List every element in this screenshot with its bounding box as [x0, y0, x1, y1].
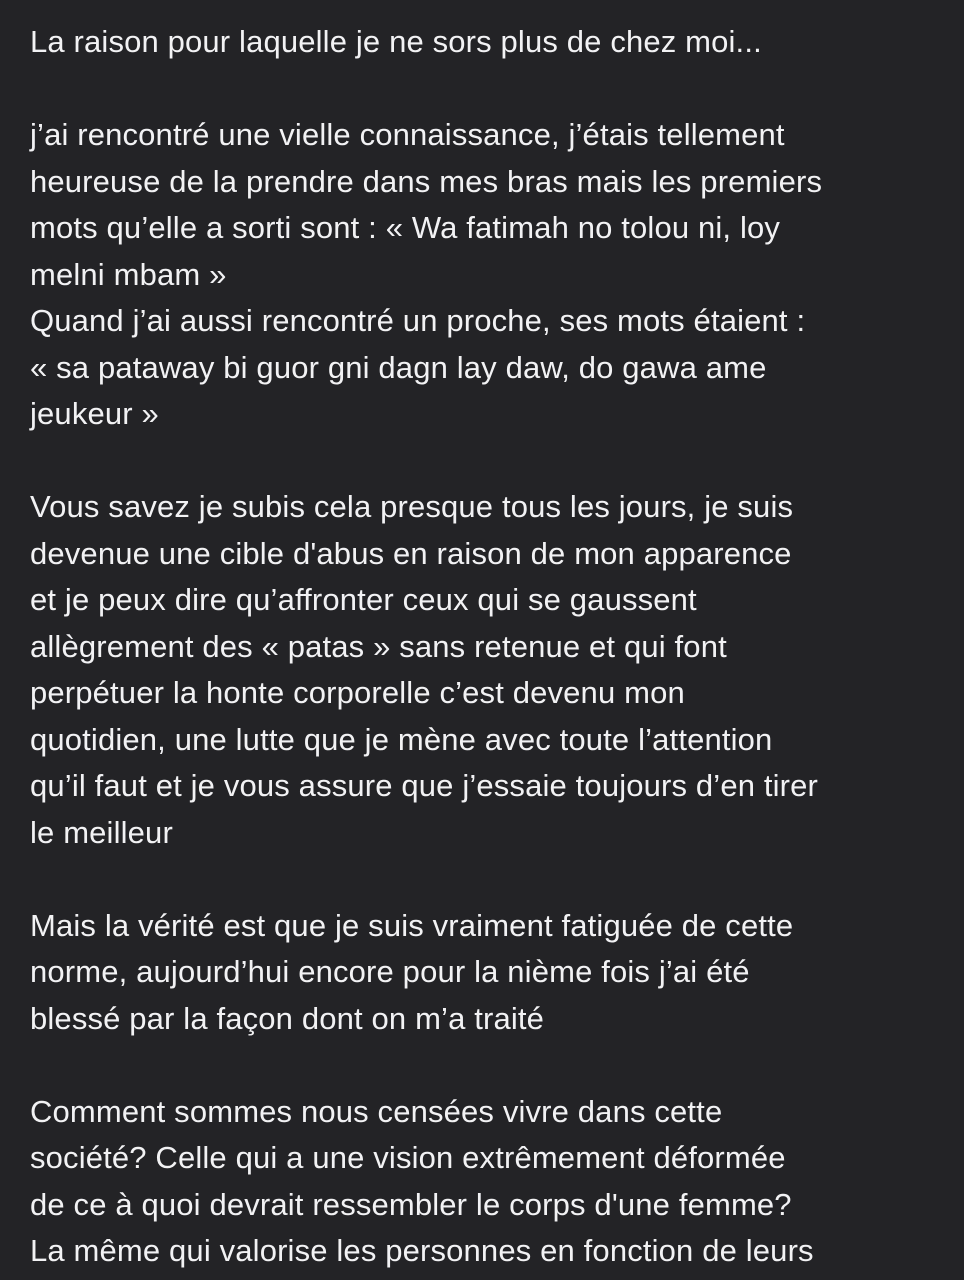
text-line: de ce à quoi devrait ressembler le corps d'une femme?: [30, 1186, 792, 1222]
text-line: blessé par la façon dont on m’a traité: [30, 1000, 545, 1036]
text-line: Vous savez je subis cela presque tous les jours, je suis: [30, 489, 794, 524]
paragraph-spacer: [30, 438, 934, 485]
text-line: quotidien, une lutte que je mène avec toute l’attention: [30, 721, 773, 757]
paragraph-spacer: [30, 66, 934, 113]
text-line: jeukeur »: [30, 396, 159, 431]
text-line: melni mbam »: [30, 256, 227, 292]
paragraph-2: [30, 484, 934, 856]
paragraph-4: [30, 1089, 934, 1275]
paragraph-1: [30, 112, 934, 438]
text-line: La même qui valorise les personnes en fonction de leurs: [30, 1233, 814, 1268]
text-line: heureuse de la prendre dans mes bras mais les premiers: [30, 163, 823, 199]
paragraph-3: [30, 903, 934, 1043]
text-line: Comment sommes nous censées vivre dans cette: [30, 1093, 723, 1129]
text-line: qu’il faut et je vous assure que j’essaie toujours d’en tirer: [30, 768, 819, 803]
note-title-line: La raison pour laquelle je ne sors plus de chez moi...: [30, 24, 762, 59]
text-line: et je peux dire qu’affronter ceux qui se gaussent: [30, 582, 697, 617]
text-line: Quand j’ai aussi rencontré un proche, ses mots étaient :: [30, 303, 806, 338]
text-line: société? Celle qui a une vision extrêmement déformée: [30, 1140, 786, 1175]
text-line: Mais la vérité est que je suis vraiment fatiguée de cette: [30, 907, 794, 943]
text-line: allègrement des « patas » sans retenue et qui font: [30, 628, 727, 664]
text-line: le meilleur: [30, 814, 173, 850]
paragraph-spacer: [30, 1042, 934, 1089]
text-line: perpétuer la honte corporelle c’est devenu mon: [30, 675, 685, 710]
paragraph-spacer: [30, 856, 934, 903]
text-line: devenue une cible d'abus en raison de mon apparence: [30, 535, 792, 571]
text-line: j’ai rencontré une vielle connaissance, j’étais tellement: [30, 117, 785, 152]
text-line: mots qu’elle a sorti sont : « Wa fatimah no tolou ni, loy: [30, 210, 781, 245]
text-line: norme, aujourd’hui encore pour la nième fois j’ai été: [30, 954, 750, 989]
text-line: « sa pataway bi guor gni dagn lay daw, do gawa ame: [30, 349, 767, 385]
